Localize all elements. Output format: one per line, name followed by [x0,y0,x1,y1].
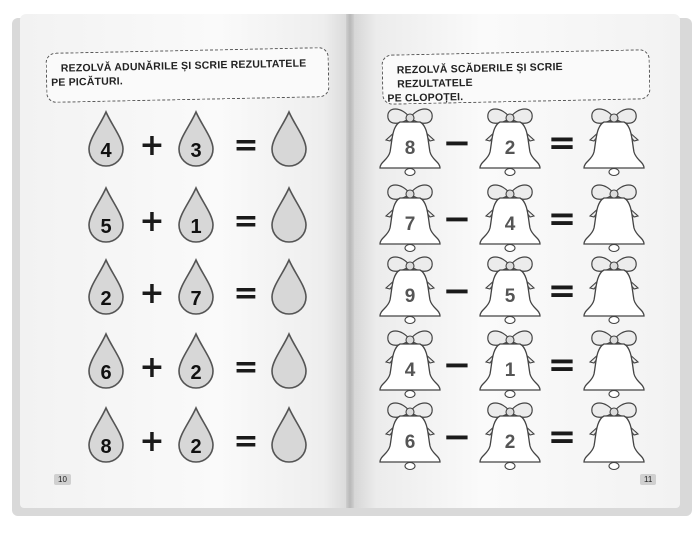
right-page-number: 11 [640,474,656,485]
bell-icon [380,403,440,470]
equals-sign: = [547,417,577,457]
addend-b: 2 [190,436,202,458]
minus-sign: − [442,345,472,385]
addend-a: 6 [100,362,112,384]
addend-b: 3 [190,140,202,162]
subtraction-row [380,185,644,252]
subtrahend: 5 [504,286,516,307]
minus-sign: − [442,271,472,311]
bell-icon [380,257,440,324]
plus-sign: + [139,350,165,385]
answer-bell-icon [584,257,644,324]
bell-icon [480,185,540,252]
answer-bell-icon [584,109,644,176]
subtraction-row [380,257,644,324]
equals-sign: = [547,123,577,163]
bell-icon [480,403,540,470]
addend-a: 4 [100,140,112,162]
subtrahend: 4 [504,214,516,235]
bell-icon [380,109,440,176]
equals-sign: = [233,128,259,163]
answer-bell-icon [584,331,644,398]
equals-sign: = [547,345,577,385]
addend-a: 8 [100,436,112,458]
bell-icon [480,109,540,176]
right-instruction-line2: PE CLOPOȚEI. [387,91,464,105]
plus-sign: + [139,204,165,239]
minuend: 4 [404,360,416,381]
bell-icon [480,257,540,324]
bell-icon [380,331,440,398]
addend-a: 2 [100,288,112,310]
right-instruction-line1: REZOLVĂ SCĂDERILE ȘI SCRIE REZULTATELE [396,61,563,91]
minus-sign: − [442,123,472,163]
equals-sign: = [233,204,259,239]
answer-bell-icon [584,185,644,252]
answer-bell-icon [584,403,644,470]
equals-sign: = [233,276,259,311]
minuend: 8 [404,138,416,159]
plus-sign: + [139,128,165,163]
plus-sign: + [139,276,165,311]
minuend: 7 [404,214,416,235]
equals-sign: = [233,350,259,385]
plus-sign: + [139,424,165,459]
left-instruction-line1: REZOLVĂ ADUNĂRILE ȘI SCRIE REZULTATELE [60,57,307,75]
minus-sign: − [442,199,472,239]
minus-sign: − [442,417,472,457]
bell-icon [480,331,540,398]
addend-b: 2 [190,362,202,384]
equals-sign: = [547,199,577,239]
equals-sign: = [233,424,259,459]
bell-icon [380,185,440,252]
subtrahend: 2 [504,432,516,453]
equals-sign: = [547,271,577,311]
minuend: 6 [404,432,416,453]
left-page-number: 10 [54,474,71,485]
minuend: 9 [404,286,416,307]
addend-a: 5 [100,216,112,238]
subtraction-row [380,109,644,176]
subtrahend: 1 [504,360,516,381]
subtrahend: 2 [504,138,516,159]
subtraction-row [380,331,644,398]
subtraction-row [380,403,644,470]
addend-b: 7 [190,288,202,310]
left-instruction-line2: PE PICĂTURI. [51,75,124,89]
addend-b: 1 [190,216,202,238]
